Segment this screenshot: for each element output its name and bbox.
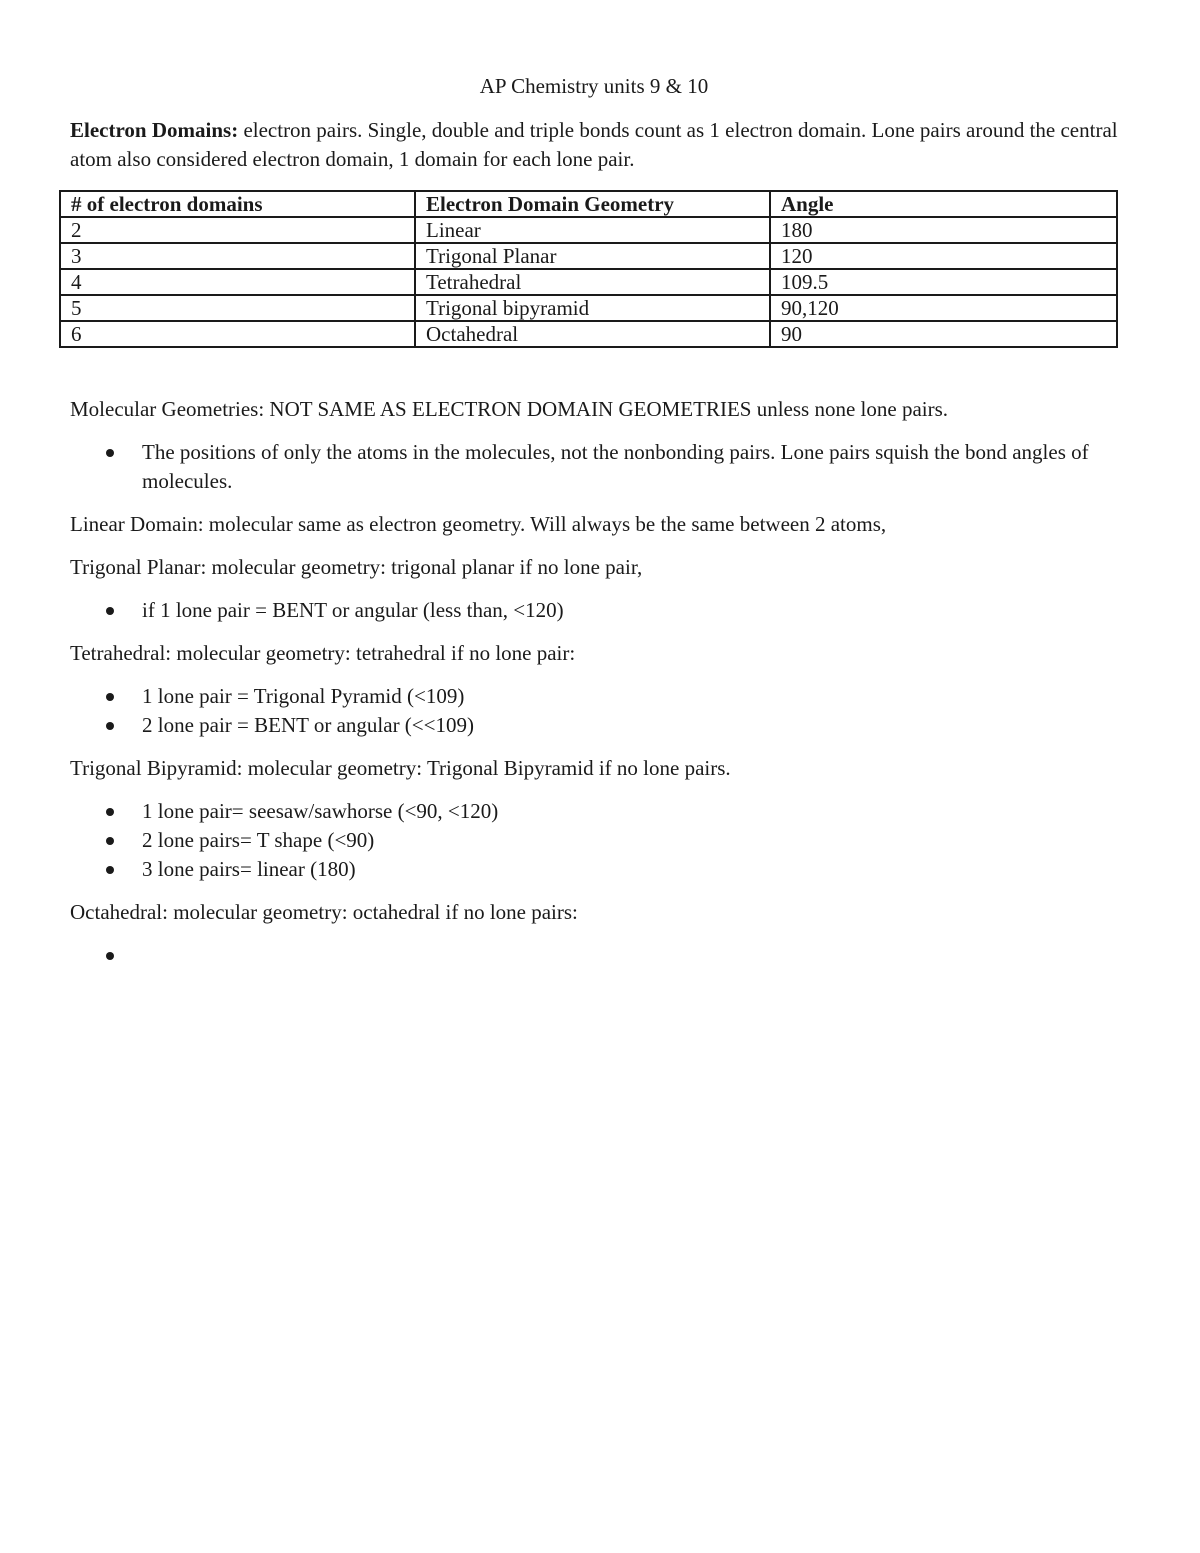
table-cell-angle: 180 (770, 217, 1117, 243)
table-cell-angle: 90 (770, 321, 1117, 347)
table-cell-geometry: Trigonal bipyramid (415, 295, 770, 321)
molecular-geometries-heading: Molecular Geometries: NOT SAME AS ELECTRON DOMAIN GEOMETRIES unless none lone pairs. (70, 397, 949, 421)
tetrahedral-list (70, 682, 1118, 740)
list-item: 1 lone pair= seesaw/sawhorse (<90, <120) (70, 797, 1118, 826)
table-cell-angle: 90,120 (770, 295, 1117, 321)
list-item: if 1 lone pair = BENT or angular (less than, <120) (70, 596, 1118, 625)
page-title: AP Chemistry units 9 & 10 (479, 74, 709, 98)
molecular-geometries-list (70, 438, 1118, 496)
linear-domain-heading: Linear Domain: molecular same as electron geometry. Will always be the same between 2 atoms, (70, 512, 887, 536)
table-cell-geometry: Trigonal Planar (415, 243, 770, 269)
octahedral-list (70, 941, 1118, 970)
table-cell-domains: 6 (60, 321, 415, 347)
table-row (60, 243, 1117, 269)
list-item: 2 lone pair = BENT or angular (<<109) (70, 711, 1118, 740)
electron-domain-table (59, 190, 1118, 348)
table-cell-geometry: Linear (415, 217, 770, 243)
list-item: 1 lone pair = Trigonal Pyramid (<109) (70, 682, 1118, 711)
table-cell-angle: 109.5 (770, 269, 1117, 295)
intro-paragraph (70, 116, 1118, 174)
table-cell-domains: 4 (60, 269, 415, 295)
trigonal-planar-heading: Trigonal Planar: molecular geometry: trigonal planar if no lone pair, (70, 555, 643, 579)
trigonal-bipyramid-heading: Trigonal Bipyramid: molecular geometry: Trigonal Bipyramid if no lone pairs. (70, 756, 731, 780)
list-item (70, 941, 1118, 970)
trigonal-bipyramid-list (70, 797, 1118, 884)
octahedral-heading: Octahedral: molecular geometry: octahedral if no lone pairs: (70, 900, 578, 924)
list-item: 2 lone pairs= T shape (<90) (70, 826, 1118, 855)
table-cell-geometry: Octahedral (415, 321, 770, 347)
table-header-domains: # of electron domains (60, 191, 415, 217)
table-row (60, 295, 1117, 321)
list-item: 3 lone pairs= linear (180) (70, 855, 1118, 884)
intro-text: electron pairs. Single, double and triple bonds count as 1 electron domain. Lone pairs around the central atom also considered electron domain, 1 domain for each lone pair. (70, 118, 1118, 171)
trigonal-planar-list (70, 596, 1118, 625)
table-cell-domains: 3 (60, 243, 415, 269)
list-item: The positions of only the atoms in the molecules, not the nonbonding pairs. Lone pairs squish the bond angles of molecules. (70, 438, 1118, 496)
table-header-geometry: Electron Domain Geometry (415, 191, 770, 217)
table-cell-angle: 120 (770, 243, 1117, 269)
tetrahedral-heading: Tetrahedral: molecular geometry: tetrahedral if no lone pair: (70, 641, 576, 665)
table-cell-domains: 5 (60, 295, 415, 321)
table-cell-geometry: Tetrahedral (415, 269, 770, 295)
table-header-row (60, 191, 1117, 217)
table-cell-domains: 2 (60, 217, 415, 243)
table-row (60, 269, 1117, 295)
intro-term: Electron Domains: (70, 118, 239, 142)
table-row (60, 217, 1117, 243)
table-row (60, 321, 1117, 347)
table-header-angle: Angle (770, 191, 1117, 217)
